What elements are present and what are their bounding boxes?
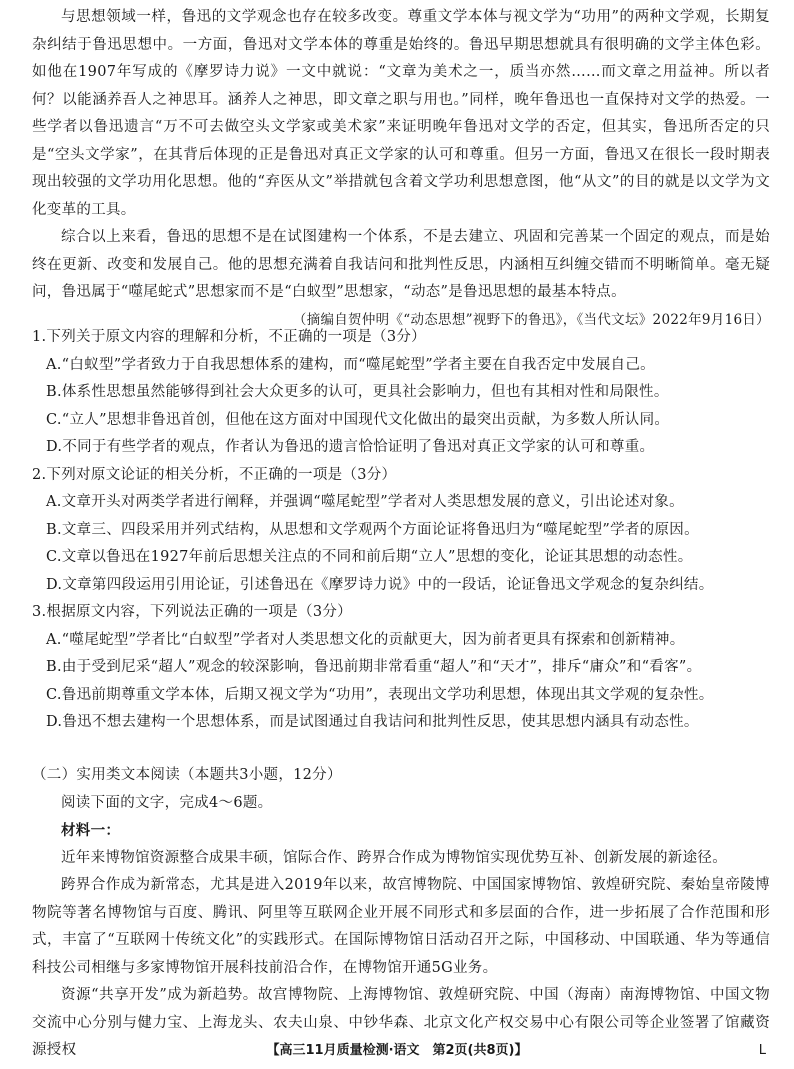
section-heading: （二）实用类文本阅读（本题共3小题，12分）	[32, 767, 342, 783]
material-paragraph: 跨界合作成为新常态，尤其是进入2019年以来，故宫博物院、中国国家博物馆、敦煌研究院、秦始皇帝陵博物院等著名博物馆与百度、腾讯、阿里等互联网企业开展不同形式和多层面的合作，进一步拓展了合作范围和形式，丰富了“互联网十传统文化”的实践形式。在国际博物馆日活动召开之际，中国移动、中国联通、华为等通信科技公司相继与多家博物馆开展科技前沿合作，在博物馆开通5G业务。	[32, 877, 770, 976]
section-instruction: 阅读下面的文字，完成4～6题。	[61, 794, 273, 811]
question-1	[32, 324, 770, 462]
material-label: 材料一：	[61, 822, 121, 839]
page-footer: 【高三11月质量检测·语文 第2页(共8页)】	[266, 1043, 528, 1058]
question-option: D.文章第四段运用引用论证，引述鲁迅在《摩罗诗力说》中的一段话，论证鲁迅文学观念的复杂纠结。	[46, 576, 714, 593]
question-option: A.文章开头对两类学者进行阐释，并强调“噬尾蛇型”学者对人类思想发展的意义，引出论述对象。	[46, 494, 684, 510]
footer-version-letter: L	[758, 1043, 766, 1058]
question-option: D.鲁迅不想去建构一个思想体系，而是试图通过自我诘问和批判性反思，使其思想内涵具有动态性。	[46, 714, 699, 730]
question-option: C.文章以鲁迅在1927年前后思想关注点的不同和前后期“立人”思想的变化，论证其思想的动态性。	[46, 549, 693, 565]
question-2	[32, 462, 770, 600]
question-option: C.“立人”思想非鲁迅首创，但他在这方面对中国现代文化做出的最突出贡献，为多数人所认同。	[46, 411, 670, 428]
question-option: D.不同于有些学者的观点，作者认为鲁迅的遗言恰恰证明了鲁迅对真正文学家的认可和尊重。	[46, 439, 655, 455]
question-option: C.鲁迅前期尊重文学本体，后期又视文学为“功用”，表现出文学功利思想，体现出其文学观的复杂性。	[46, 686, 714, 703]
question-stem: 3.根据原文内容，下列说法正确的一项是（3分）	[32, 604, 352, 620]
material-paragraph: 近年来博物馆资源整合成果丰硕，馆际合作、跨界合作成为博物馆实现优势互补、创新发展的新途径。	[61, 849, 727, 866]
question-stem: 1.下列关于原文内容的理解和分析，不正确的一项是（3分）	[32, 329, 426, 345]
question-option: A.“白蚁型”学者致力于自我思想体系的建构，而“噬尾蛇型”学者主要在自我否定中发展自己。	[46, 356, 655, 373]
passage-source: （摘编自贺仲明《“动态思想”视野下的鲁迅》，《当代文坛》2022年9月16日）	[292, 311, 770, 328]
question-3	[32, 599, 770, 737]
question-list	[32, 324, 770, 737]
passage-paragraph: 综合以上来看，鲁迅的思想不是在试图建构一个体系，不是去建立、巩固和完善某一个固定的观点，而是始终在更新、改变和发展自己。他的思想充满着自我诘问和批判性反思，内涵相互纠缠交错而不明晰简单。毫无疑问，鲁迅属于“噬尾蛇式”思想家而不是“白蚁型”思想家，“动态”是鲁迅思想的最基本特点。	[32, 229, 770, 300]
question-option: B.体系性思想虽然能够得到社会大众更多的认可，更具社会影响力，但也有其相对性和局限性。	[46, 384, 669, 400]
question-option: B.文章三、四段采用并列式结构，从思想和文学观两个方面论证将鲁迅归为“噬尾蛇型”学者的原因。	[46, 521, 699, 538]
section-2	[32, 762, 770, 1065]
question-option: A.“噬尾蛇型”学者比“白蚁型”学者对人类思想文化的贡献更大，因为前者更具有探索和创新精神。	[46, 631, 685, 648]
question-stem: 2.下列对原文论证的相关分析，不正确的一项是（3分）	[32, 466, 397, 483]
question-option: B.由于受到尼采“超人”观念的较深影响，鲁迅前期非常看重“超人”和“天才”，排斥“庸众”和“看客”。	[46, 659, 702, 675]
material-paragraph: 资源“共享开发”成为新趋势。故宫博物院、上海博物馆、敦煌研究院、中国（海南）南海博物馆、中国文物交流中心分别与健力宝、上海龙头、农夫山泉、中钞华森、北京文化产权交易中心有限公司等企业签署了馆藏资源授权	[32, 987, 770, 1058]
passage-tail	[32, 4, 770, 334]
passage-paragraph: 与思想领域一样，鲁迅的文学观念也存在较多改变。尊重文学本体与视文学为“功用”的两种文学观，长期复杂纠结于鲁迅思想中。一方面，鲁迅对文学本体的尊重是始终的。鲁迅早期思想就具有很明确的文学主体色彩。如他在1907年写成的《摩罗诗力说》一文中就说：“文章为美术之一，质当亦然……而文章之用益神。所以者何？以能涵养吾人之神思耳。涵养人之神思，即文章之职与用也。”同样，晚年鲁迅也一直保持对文学的热爱。一些学者以鲁迅遗言“万不可去做空头文学家或美术家”来证明晚年鲁迅对文学的否定，但其实，鲁迅所否定的只是“空头文学家”，在其背后体现的正是鲁迅对真正文学家的认可和尊重。但另一方面，鲁迅又在很长一段时期表现出较强的文学功用化思想。他的“弃医从文”举措就包含着文学功利思想意图，他“从文”的目的就是以文学为文化变革的工具。	[32, 9, 770, 218]
